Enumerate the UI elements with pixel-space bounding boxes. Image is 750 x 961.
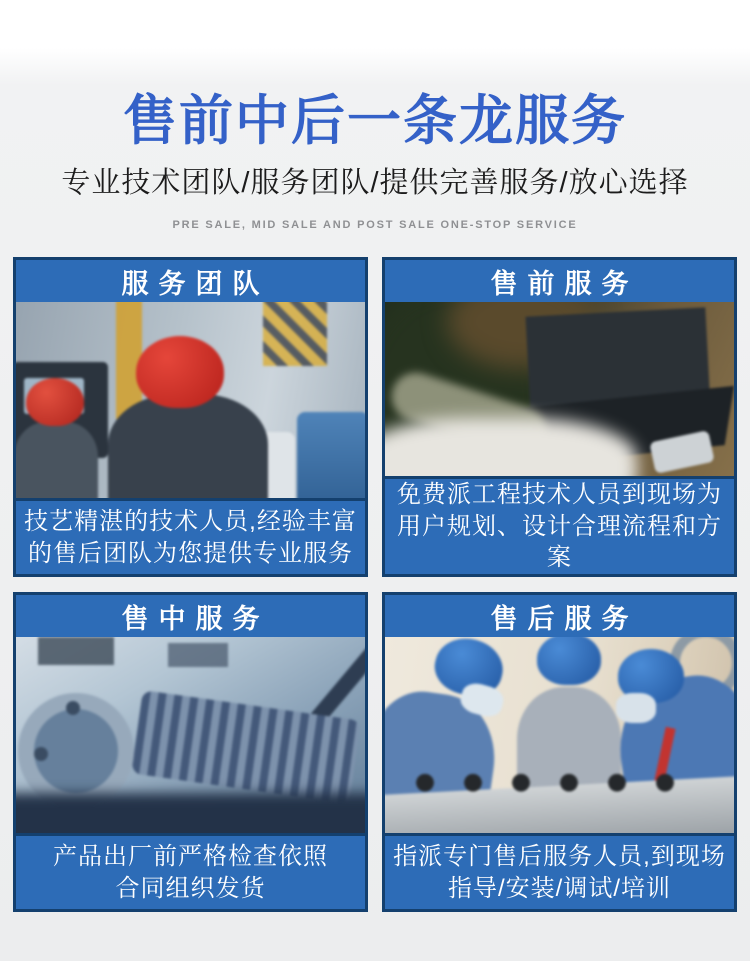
card-title-banner: 售前服务: [385, 260, 734, 302]
section-header: [0, 0, 750, 231]
card-after-sale-service: [382, 592, 737, 912]
english-tagline: PRE SALE, MID SALE AND POST SALE ONE-STOP SERVICE: [172, 219, 578, 232]
hazard-stripe-shape: [263, 302, 327, 366]
valve-knobs-shape: [401, 771, 701, 797]
ceiling-panel-shape: [38, 637, 114, 665]
ceiling-panel-shape: [168, 643, 228, 667]
photo-art: [385, 302, 734, 476]
card-caption: [385, 476, 734, 574]
card-caption: [16, 833, 365, 909]
caption-line: 技艺精湛的技术人员,经验丰富: [24, 507, 357, 535]
card-title-banner: 售中服务: [16, 595, 365, 637]
card-service-team: [13, 257, 368, 577]
pre-sale-photo: [385, 302, 734, 476]
card-mid-sale-service: [13, 592, 368, 912]
caption-line: 用户规划、设计合理流程和方案: [397, 512, 722, 572]
worker-body-shape: [108, 394, 268, 498]
photo-art: [385, 637, 734, 833]
caption-line: 合同组织发货: [115, 874, 266, 902]
service-team-photo: [16, 302, 365, 498]
caption-line: 的售后团队为您提供专业服务: [28, 539, 353, 567]
caption-line: 免费派工程技术人员到现场为: [397, 481, 722, 509]
blue-drum-shape: [297, 412, 365, 498]
card-pre-sale-service: [382, 257, 737, 577]
page-title: 售前中后一条龙服务: [123, 91, 627, 151]
card-title-banner: 售后服务: [385, 595, 734, 637]
worker-body-shape: [16, 422, 98, 498]
red-helmet-shape: [136, 336, 224, 408]
card-title-banner: 服务团队: [16, 260, 365, 302]
service-card-grid: [13, 257, 737, 912]
caption-line: 产品出厂前严格检查依照: [53, 842, 328, 870]
photo-art: [16, 637, 365, 833]
face-mask-shape: [616, 693, 656, 723]
page-subtitle: 专业技术团队/服务团队/提供完善服务/放心选择: [61, 167, 689, 200]
caption-line: 指派专门售后服务人员,到现场: [393, 842, 726, 870]
after-sale-photo: [385, 637, 734, 833]
card-caption: [16, 498, 365, 574]
caption-line: 指导/安装/调试/培训: [447, 874, 671, 902]
mid-sale-photo: [16, 637, 365, 833]
red-helmet-shape: [26, 378, 84, 426]
bolt-shape: [66, 701, 80, 715]
blue-helmet-shape: [537, 637, 601, 685]
bolt-shape: [34, 747, 48, 761]
card-caption: [385, 833, 734, 909]
machine-base-shape: [16, 793, 365, 833]
photo-art: [16, 302, 365, 498]
